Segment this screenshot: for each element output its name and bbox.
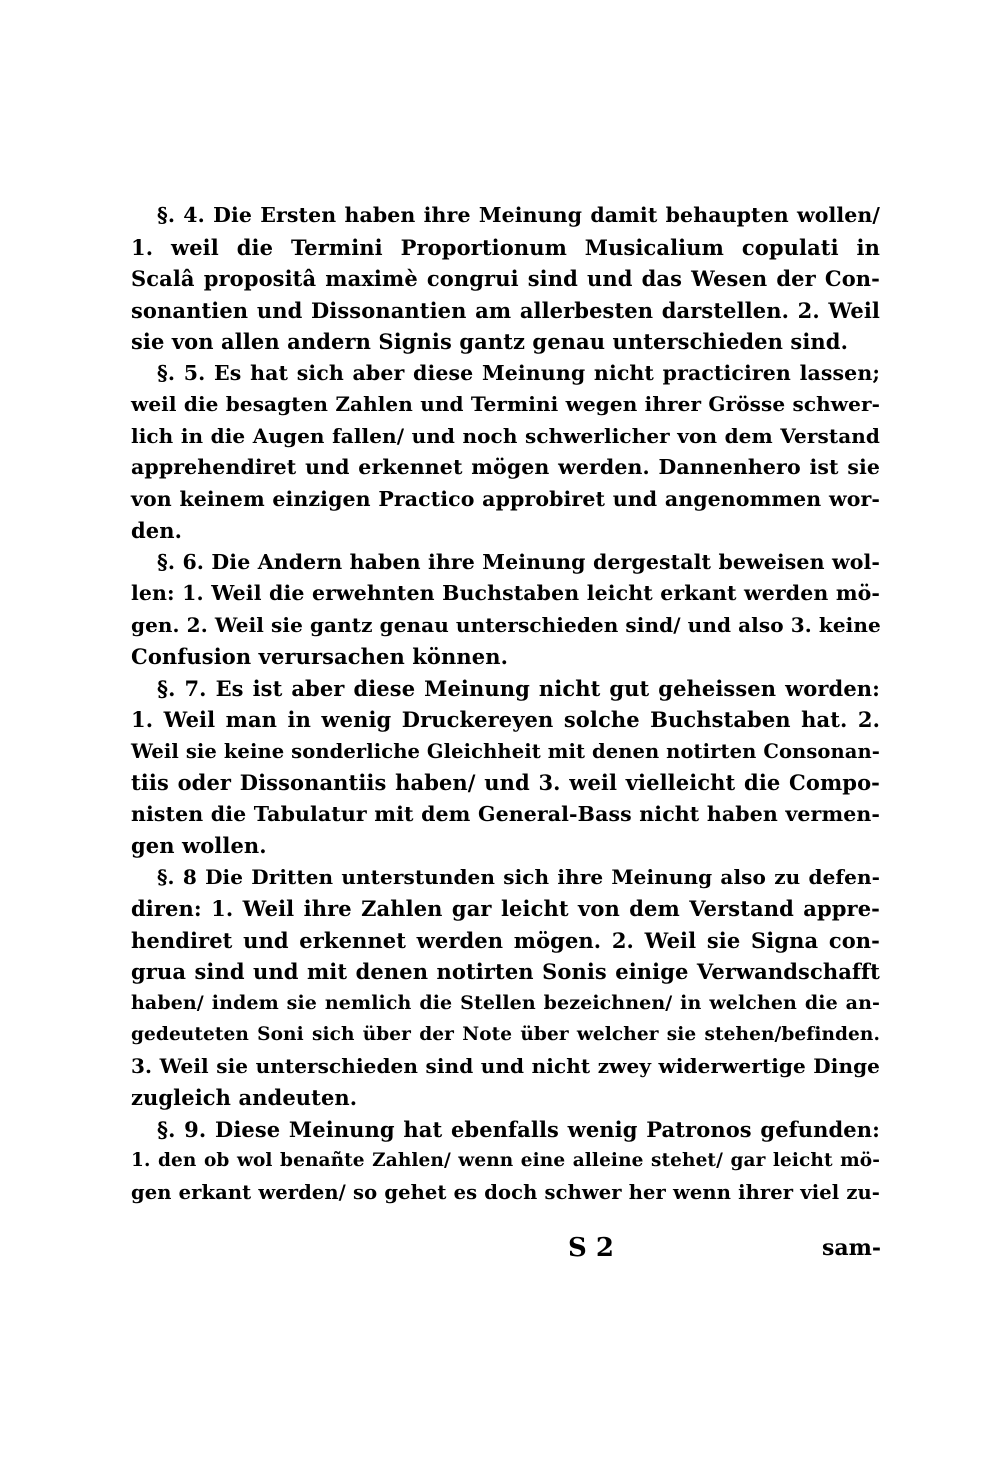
text-line: §. 8 Die Dritten unterstunden sich ihre Meinung also zu defen- (157, 864, 880, 889)
body-text (131, 200, 880, 1208)
text-line: den. (131, 518, 183, 543)
text-line: tiis oder Dissonantiis haben/ und 3. weil vielleicht die Compo- (131, 770, 880, 795)
text-line: §. 5. Es hat sich aber diese Meinung nicht practiciren lassen; (157, 360, 880, 385)
text-line: von keinem einzigen Practico approbiret und angenommen wor- (131, 486, 880, 511)
text-line: grua sind und mit denen notirten Sonis einige Verwandschafft (131, 959, 880, 984)
text-line: gen. 2. Weil sie gantz genau unterschieden sind/ und also 3. keine (131, 612, 881, 637)
text-line: apprehendiret und erkennet mögen werden. Dannenhero ist sie (131, 455, 880, 479)
text-line: len: 1. Weil die erwehnten Buchstaben leicht erkant werden mö- (131, 581, 880, 605)
text-line: 1. den ob wol benañte Zahlen/ wenn eine alleine stehet/ gar leicht mö- (131, 1150, 880, 1171)
text-line: lich in die Augen fallen/ und noch schwerlicher von dem Verstand (131, 423, 880, 448)
text-line: §. 9. Diese Meinung hat ebenfalls wenig Patronos gefunden: (157, 1116, 880, 1142)
text-line: gen erkant werden/ so gehet es doch schwer her wenn ihrer viel zu- (131, 1180, 880, 1204)
text-line: gedeuteten Soni sich über der Note über welcher sie stehen/befinden. (131, 1024, 880, 1045)
text-line: sonantien und Dissonantien am allerbesten darstellen. 2. Weil (131, 297, 880, 323)
text-line: nisten die Tabulatur mit dem General-Bass nicht haben vermen- (131, 801, 880, 826)
text-line: 1. weil die Termini Proportionum Musicalium copulati in (131, 234, 880, 260)
text-line: diren: 1. Weil ihre Zahlen gar leicht von dem Verstand appre- (131, 896, 880, 921)
text-line: sie von allen andern Signis gantz genau unterschieden sind. (131, 329, 848, 354)
signature-mark: S 2 (568, 1233, 614, 1263)
text-line: 3. Weil sie unterschieden sind und nicht zwey widerwertige Dinge (131, 1053, 880, 1078)
text-line: §. 4. Die Ersten haben ihre Meinung damit behaupten wollen/ (157, 203, 880, 227)
catchword: sam- (822, 1235, 882, 1261)
text-line: gen wollen. (131, 833, 267, 858)
text-line: Weil sie keine sonderliche Gleichheit mit denen notirten Consonan- (131, 739, 880, 763)
text-line: hendiret und erkennet werden mögen. 2. Weil sie Signa con- (131, 927, 880, 953)
page-footer (0, 1228, 1000, 1268)
text-line: §. 6. Die Andern haben ihre Meinung dergestalt beweisen wol- (157, 549, 880, 574)
text-line: Confusion verursachen können. (131, 644, 508, 669)
text-line: weil die besagten Zahlen und Termini wegen ihrer Grösse schwer- (131, 392, 880, 416)
text-line: haben/ indem sie nemlich die Stellen bezeichnen/ in welchen die an- (131, 991, 880, 1014)
text-line: 1. Weil man in wenig Druckereyen solche Buchstaben hat. 2. (131, 707, 880, 732)
text-line: §. 7. Es ist aber diese Meinung nicht gut geheissen worden: (157, 675, 880, 701)
text-line: zugleich andeuten. (131, 1085, 358, 1110)
text-line: Scalâ propositâ maximè congrui sind und das Wesen der Con- (131, 266, 880, 291)
